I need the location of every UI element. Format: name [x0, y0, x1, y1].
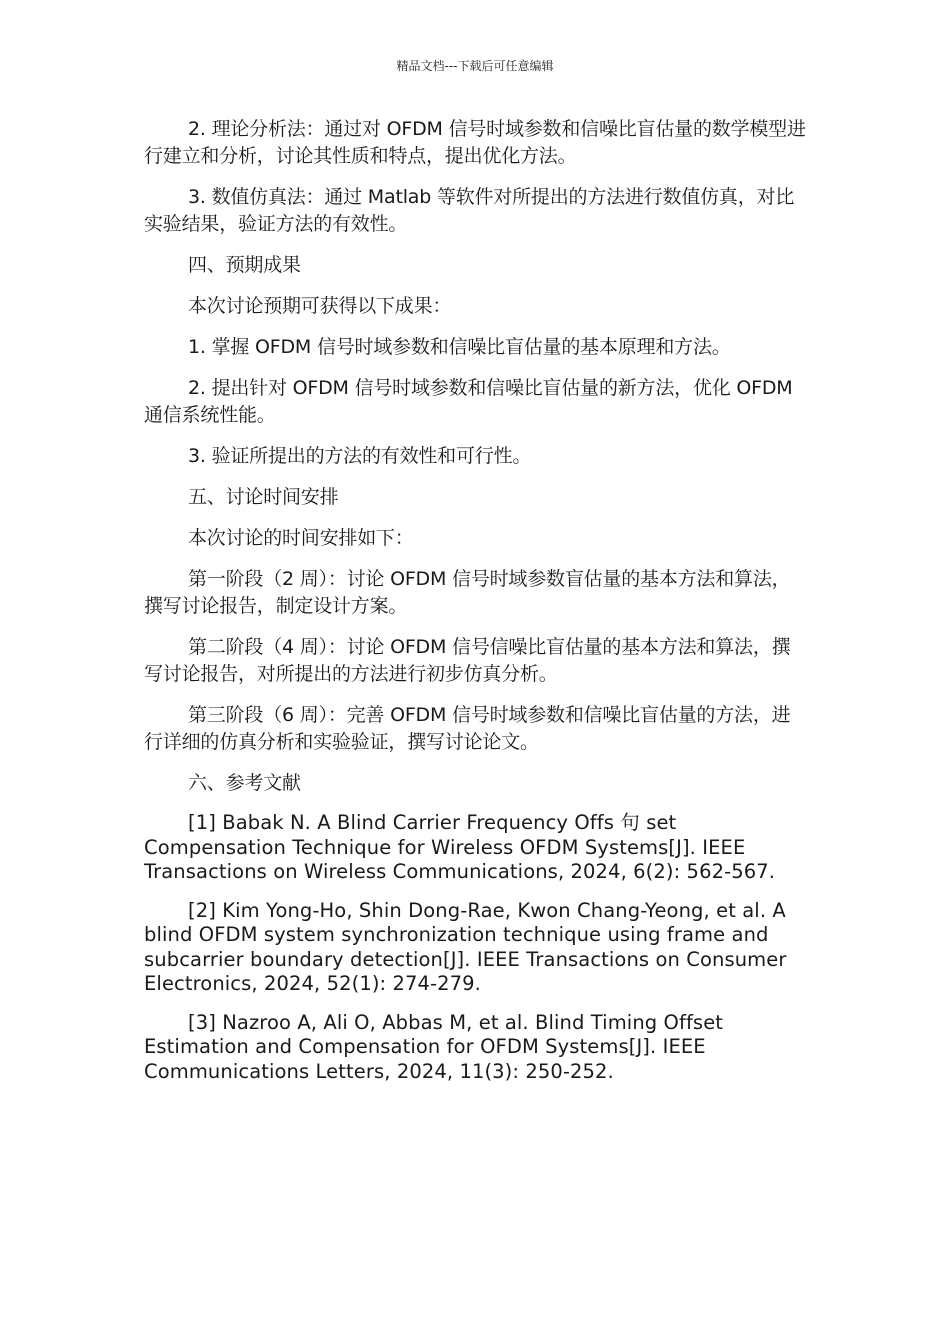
- paragraph-results-intro: 本次讨论预期可获得以下成果：: [188, 295, 452, 317]
- paragraph-result-1: 1. 掌握 OFDM 信号时域参数和信噪比盲估量的基本原理和方法。: [188, 336, 731, 358]
- paragraph-result-3: 3. 验证所提出的方法的有效性和可行性。: [188, 445, 532, 467]
- section-heading-expected-results: 四、预期成果: [188, 254, 301, 276]
- section-heading-references: 六、参考文献: [188, 772, 301, 794]
- section-heading-schedule: 五、讨论时间安排: [188, 486, 339, 508]
- page-header: 精品文档---下载后可任意编辑: [396, 59, 554, 73]
- reference-item-3: [3] Nazroo A, Ali O, Abbas M, et al. Blind Timing Offset Estimation and Compensation for OFDM Systems[J]. IEEE Communications Letters, 2024, 11(3): 250-252.: [144, 1010, 724, 1083]
- paragraph-schedule-intro: 本次讨论的时间安排如下：: [188, 527, 414, 549]
- reference-item-1: [1] Babak N. A Blind Carrier Frequency Offs 句 set Compensation Technique for Wireless OFDM Systems[J]. IEEE Transactions on Wireless Communications, 2024, 6(2): 562-567.: [144, 811, 776, 883]
- paragraph-stage-1: 第一阶段（2 周）：讨论 OFDM 信号时域参数盲估量的基本方法和算法，撰写讨论报告，制定设计方案。: [144, 568, 791, 617]
- reference-item-2: [2] Kim Yong-Ho, Shin Dong-Rae, Kwon Chang-Yeong, et al. A blind OFDM system synchronization technique using frame and subcarrier boundary detection[J]. IEEE Transactions on Consumer Electronics, 2024, 52(1): 274-279.: [144, 898, 787, 995]
- paragraph-method-theory: 2. 理论分析法：通过对 OFDM 信号时域参数和信噪比盲估量的数学模型进行建立和分析，讨论其性质和特点，提出优化方法。: [144, 118, 806, 167]
- paragraph-stage-2: 第二阶段（4 周）：讨论 OFDM 信号信噪比盲估量的基本方法和算法，撰写讨论报告，对所提出的方法进行初步仿真分析。: [144, 636, 791, 685]
- paragraph-stage-3: 第三阶段（6 周）：完善 OFDM 信号时域参数和信噪比盲估量的方法，进行详细的仿真分析和实验验证，撰写讨论论文。: [144, 704, 791, 753]
- paragraph-method-simulation: 3. 数值仿真法：通过 Matlab 等软件对所提出的方法进行数值仿真，对比实验结果，验证方法的有效性。: [144, 186, 795, 235]
- document-body: [144, 116, 808, 1098]
- paragraph-result-2: 2. 提出针对 OFDM 信号时域参数和信噪比盲估量的新方法，优化 OFDM 通信系统性能。: [144, 377, 793, 426]
